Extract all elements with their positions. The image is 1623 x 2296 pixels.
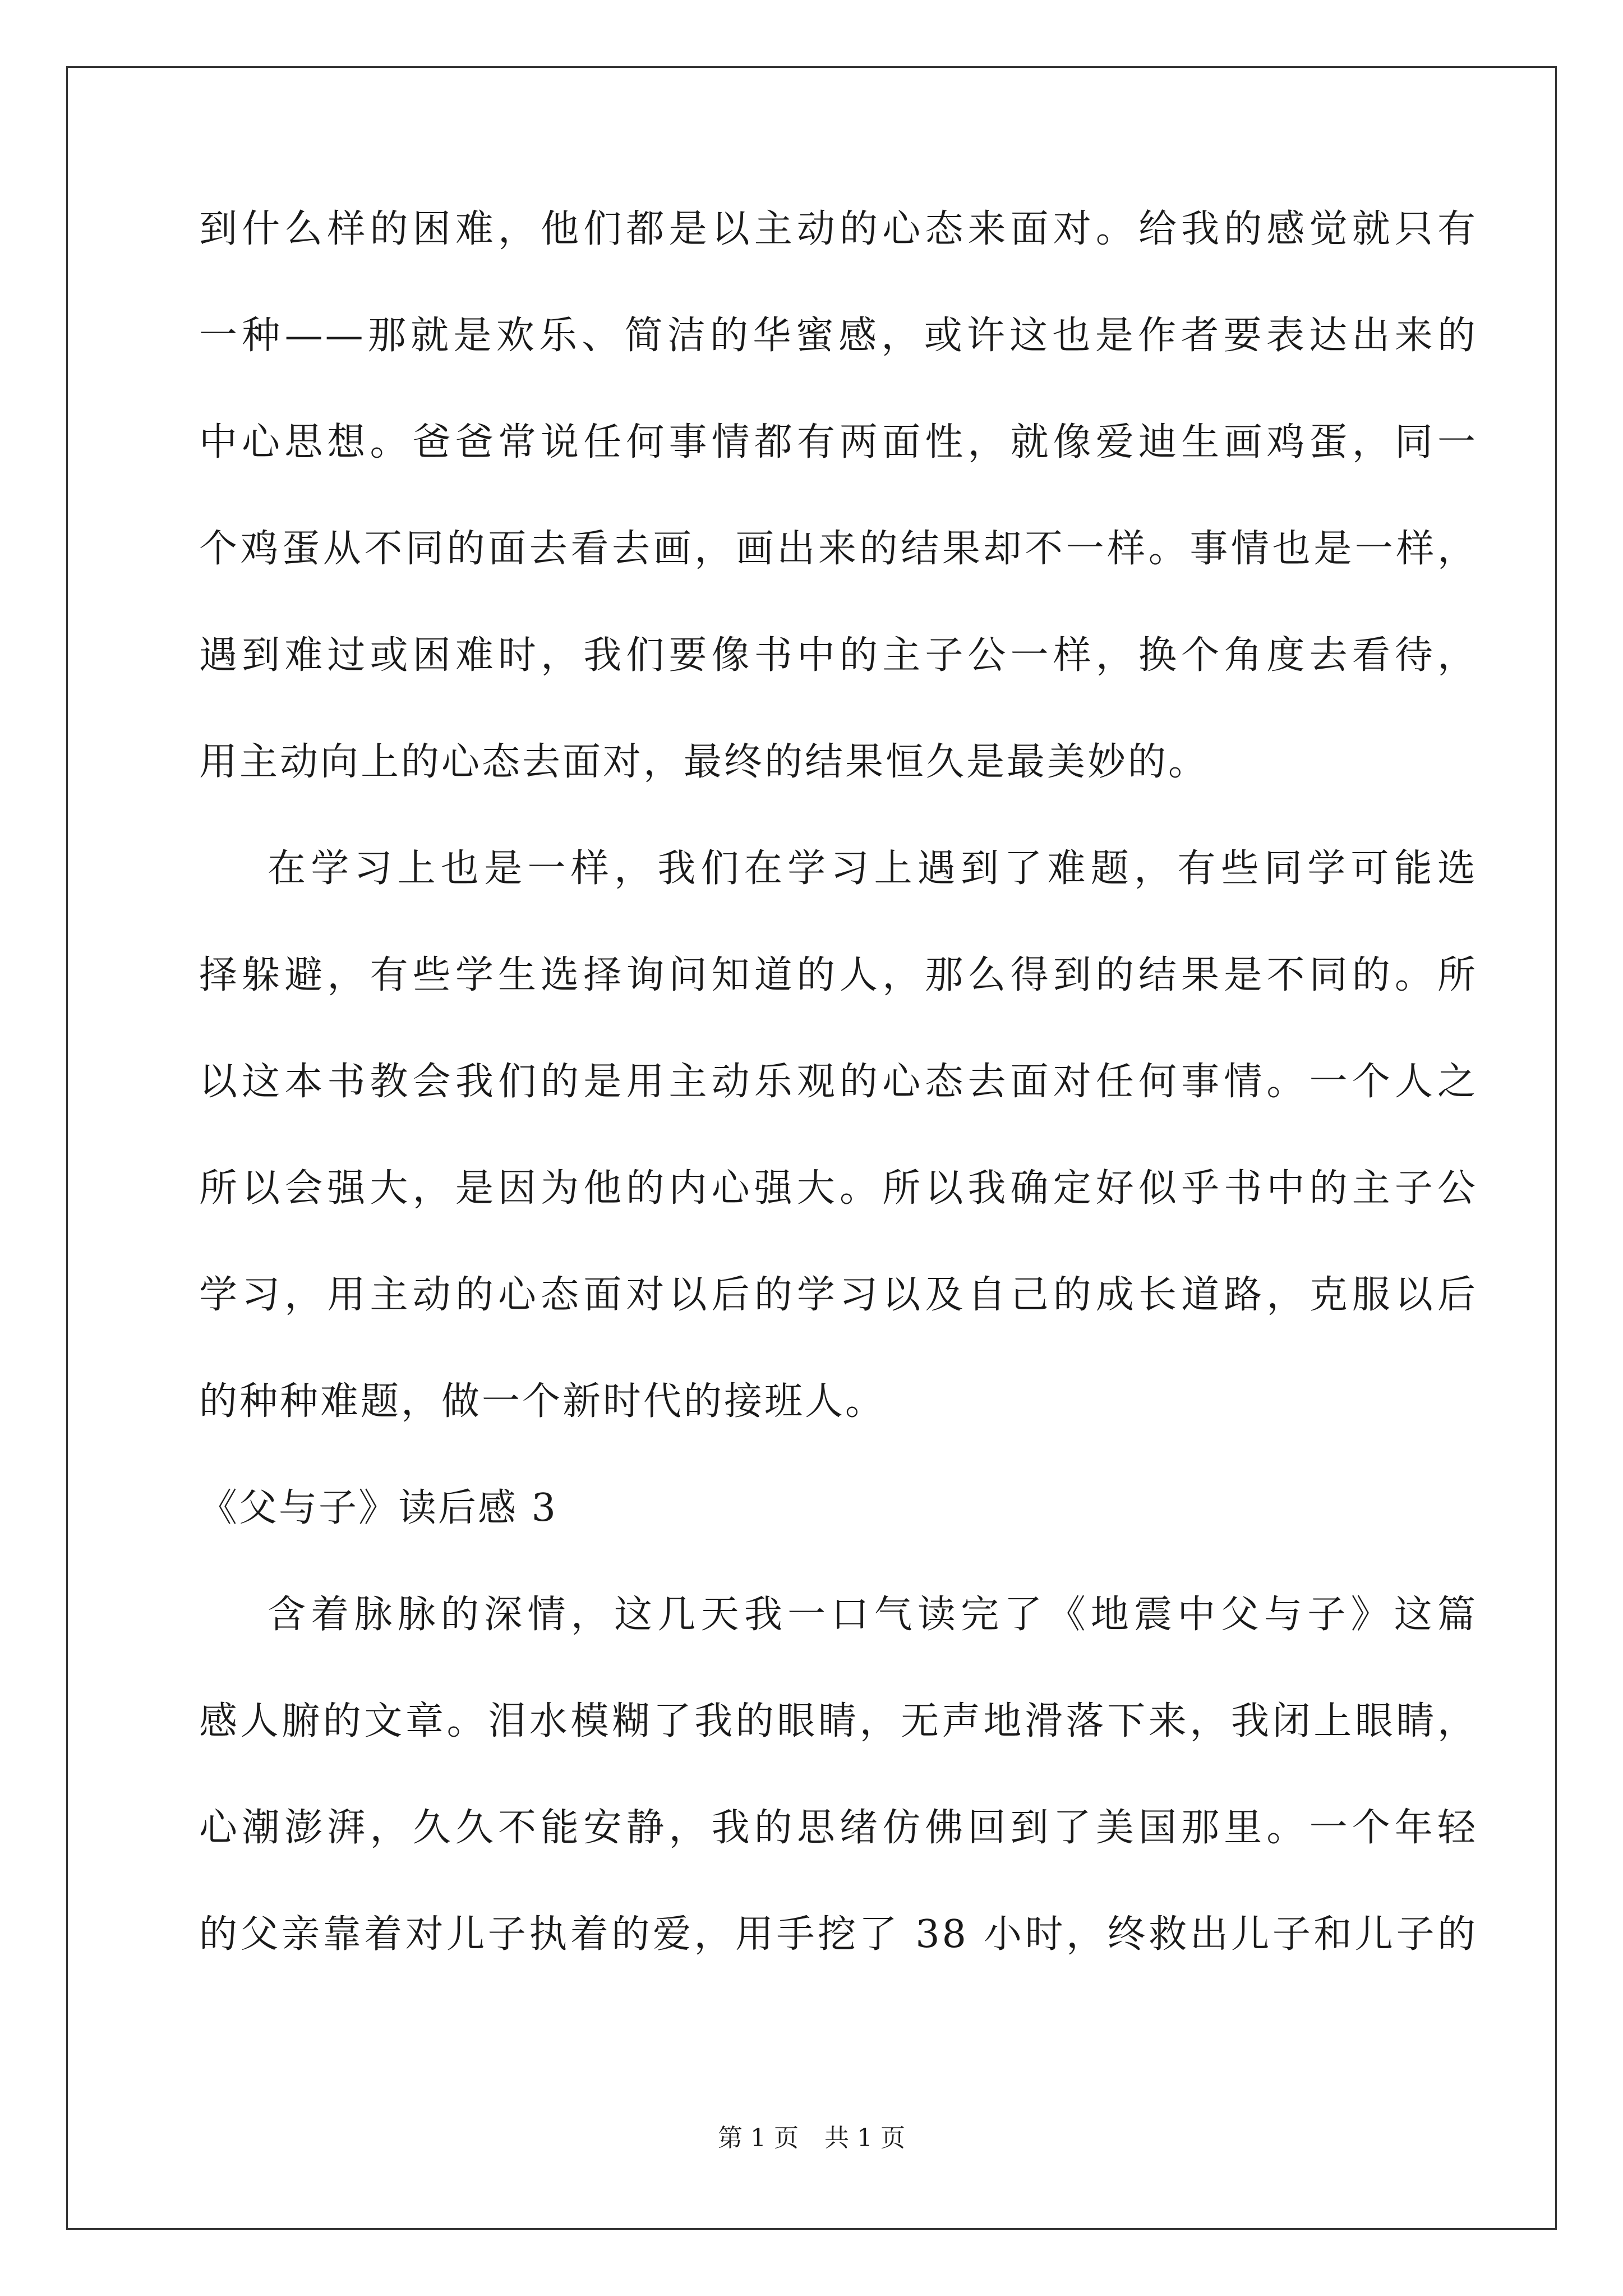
paragraph-line: 到什么样的困难，他们都是以主动的心态来面对。给我的感觉就只有 bbox=[199, 207, 1478, 251]
page-number: 第 1 页 bbox=[718, 2124, 799, 2152]
paragraph-line: 在学习上也是一样，我们在学习上遇到了难题，有些同学可能选 bbox=[268, 846, 1478, 891]
document-body bbox=[199, 207, 1478, 2022]
paragraph-line: 含着脉脉的深情，这几天我一口气读完了《地震中父与子》这篇 bbox=[268, 1593, 1478, 1637]
paragraph-line: 的种种难题，做一个新时代的接班人。 bbox=[199, 1379, 886, 1424]
paragraph-line: 用主动向上的心态去面对，最终的结果恒久是最美妙的。 bbox=[199, 740, 1209, 784]
section-heading: 《父与子》读后感 3 bbox=[199, 1486, 557, 1530]
page-total: 共 1 页 bbox=[824, 2124, 905, 2152]
paragraph-line: 感人腑的文章。泪水模糊了我的眼睛，无声地滑落下来，我闭上眼睛， bbox=[199, 1699, 1478, 1743]
paragraph-line: 一种——那就是欢乐、简洁的华蜜感，或许这也是作者要表达出来的 bbox=[199, 314, 1478, 358]
page-footer bbox=[0, 2126, 1623, 2151]
paragraph-line: 所以会强大，是因为他的内心强大。所以我确定好似乎书中的主子公 bbox=[199, 1166, 1478, 1211]
paragraph-line: 的父亲靠着对儿子执着的爱，用手挖了 38 小时，终救出儿子和儿子的 bbox=[199, 1912, 1478, 1957]
paragraph-line: 遇到难过或困难时，我们要像书中的主子公一样，换个角度去看待， bbox=[199, 633, 1478, 678]
paragraph-line: 个鸡蛋从不同的面去看去画，画出来的结果却不一样。事情也是一样， bbox=[199, 527, 1478, 571]
paragraph-line: 中心思想。爸爸常说任何事情都有两面性，就像爱迪生画鸡蛋，同一 bbox=[199, 420, 1478, 464]
paragraph-line: 学习，用主动的心态面对以后的学习以及自己的成长道路，克服以后 bbox=[199, 1273, 1478, 1317]
paragraph-line: 心潮澎湃，久久不能安静，我的思绪仿佛回到了美国那里。一个年轻 bbox=[199, 1806, 1478, 1850]
paragraph-line: 以这本书教会我们的是用主动乐观的心态去面对任何事情。一个人之 bbox=[199, 1060, 1478, 1104]
paragraph-line: 择躲避，有些学生选择询问知道的人，那么得到的结果是不同的。所 bbox=[199, 953, 1478, 997]
